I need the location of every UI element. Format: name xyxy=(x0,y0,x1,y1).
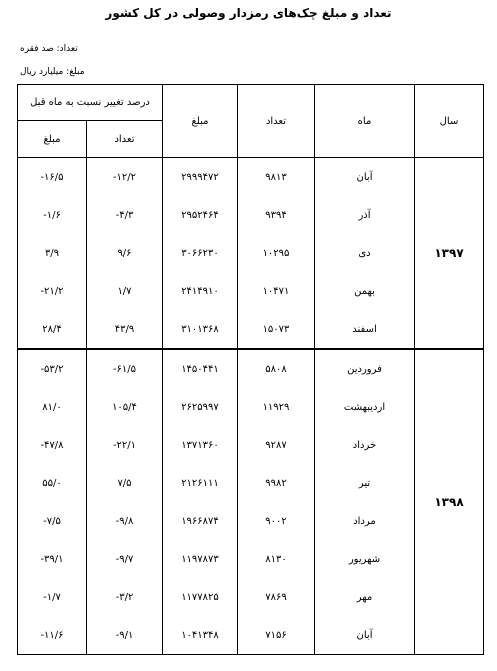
count-cell xyxy=(238,426,315,464)
amount-value: ۱۱۷۷۸۲۵ xyxy=(181,591,219,603)
amount-value: ۲۹۵۲۴۶۴ xyxy=(181,209,219,221)
table-row xyxy=(18,272,484,310)
pct-amount-cell xyxy=(18,349,87,388)
amount-value: ۱۰۴۱۳۴۸ xyxy=(181,629,219,641)
pct-amount-value: -۴۷/۸ xyxy=(40,439,64,451)
month-cell xyxy=(315,464,415,502)
pct-count-cell xyxy=(87,578,163,616)
month-value: فروردین xyxy=(347,363,382,375)
amount-value: ۲۶۲۵۹۹۷ xyxy=(181,401,219,413)
header-month: ماه xyxy=(315,85,415,158)
pct-count-cell xyxy=(87,310,163,349)
month-cell xyxy=(315,540,415,578)
table-row xyxy=(18,310,484,349)
pct-count-value: -۹/۱ xyxy=(115,629,134,641)
count-value: ۹۹۸۲ xyxy=(265,477,287,489)
pct-amount-cell xyxy=(18,158,87,197)
pct-amount-value: -۵۳/۲ xyxy=(40,363,64,375)
pct-count-value: -۹/۷ xyxy=(115,553,134,565)
pct-amount-cell xyxy=(18,502,87,540)
header-pct-amount: مبلغ xyxy=(18,121,87,158)
month-value: آبان xyxy=(356,171,373,183)
pct-count-cell xyxy=(87,234,163,272)
count-cell xyxy=(238,158,315,197)
header-amount: مبلغ xyxy=(163,85,238,158)
amount-cell xyxy=(163,196,238,234)
pct-amount-value: -۳۹/۱ xyxy=(40,553,64,565)
table-row xyxy=(18,540,484,578)
amount-cell xyxy=(163,502,238,540)
month-value: خرداد xyxy=(352,439,377,451)
pct-count-cell xyxy=(87,502,163,540)
count-value: ۹۳۹۴ xyxy=(265,209,287,221)
month-value: دی xyxy=(358,247,371,259)
pct-count-cell xyxy=(87,616,163,655)
pct-amount-value: -۱۶/۵ xyxy=(40,171,64,183)
month-cell xyxy=(315,616,415,655)
pct-count-value: ۹/۶ xyxy=(117,247,132,259)
pct-amount-value: -۷/۵ xyxy=(43,515,61,527)
month-value: بهمن xyxy=(354,285,375,297)
count-value: ۷۸۶۹ xyxy=(265,591,287,603)
amount-cell xyxy=(163,310,238,349)
amount-value: ۱۳۷۱۳۶۰ xyxy=(181,439,219,451)
pct-amount-value: -۱/۷ xyxy=(43,591,61,603)
pct-amount-cell xyxy=(18,426,87,464)
pct-amount-cell xyxy=(18,234,87,272)
pct-count-value: -۳/۲ xyxy=(115,591,134,603)
header-year: سال xyxy=(415,85,484,158)
pct-count-value: -۶۱/۵ xyxy=(112,363,137,375)
pct-amount-cell xyxy=(18,196,87,234)
table-row xyxy=(18,196,484,234)
year-cell: ۱۳۹۷ xyxy=(415,158,484,350)
amount-value: ۲۱۲۶۱۱۱ xyxy=(181,477,219,489)
pct-count-value: -۴/۳ xyxy=(115,209,134,221)
count-cell xyxy=(238,234,315,272)
month-cell xyxy=(315,578,415,616)
count-cell xyxy=(238,196,315,234)
amount-cell xyxy=(163,234,238,272)
amount-cell xyxy=(163,464,238,502)
pct-amount-cell xyxy=(18,616,87,655)
table-row xyxy=(18,158,484,197)
pct-amount-value: ۳/۹ xyxy=(44,247,60,259)
month-cell xyxy=(315,158,415,197)
count-value: ۵۸۰۸ xyxy=(265,363,287,375)
pct-count-value: ۷/۵ xyxy=(117,477,132,489)
pct-count-value: ۱/۷ xyxy=(117,285,132,297)
pct-amount-cell xyxy=(18,272,87,310)
amount-cell xyxy=(163,158,238,197)
amount-cell xyxy=(163,349,238,388)
pct-amount-value: ۲۸/۴ xyxy=(42,323,62,335)
month-cell xyxy=(315,196,415,234)
amount-value: ۱۹۶۶۸۷۴ xyxy=(181,515,219,527)
table-row xyxy=(18,616,484,655)
pct-amount-cell xyxy=(18,310,87,349)
header-count: تعداد xyxy=(238,85,315,158)
amount-value: ۳۰۶۶۲۳۰ xyxy=(181,247,219,259)
count-value: ۱۰۲۹۵ xyxy=(262,247,290,259)
month-value: اسفند xyxy=(352,323,377,335)
pct-amount-value: -۲۱/۲ xyxy=(40,285,64,297)
pct-count-cell xyxy=(87,464,163,502)
count-cell xyxy=(238,464,315,502)
table-row xyxy=(18,349,484,388)
pct-count-cell xyxy=(87,196,163,234)
count-cell xyxy=(238,540,315,578)
count-cell xyxy=(238,310,315,349)
year-cell: ۱۳۹۸ xyxy=(415,349,484,655)
table-row xyxy=(18,578,484,616)
header-pct-count: تعداد xyxy=(87,121,163,158)
month-value: مرداد xyxy=(353,515,376,527)
amount-value: ۳۱۰۱۳۶۸ xyxy=(181,323,219,335)
pct-count-value: -۱۲/۲ xyxy=(112,171,137,183)
count-cell xyxy=(238,349,315,388)
month-cell xyxy=(315,388,415,426)
pct-count-cell xyxy=(87,272,163,310)
month-value: آبان xyxy=(356,629,373,641)
pct-amount-cell xyxy=(18,578,87,616)
table-row xyxy=(18,426,484,464)
month-cell xyxy=(315,349,415,388)
amount-cell xyxy=(163,540,238,578)
table-row xyxy=(18,464,484,502)
pct-amount-value: ۵۵/۰ xyxy=(42,477,62,489)
month-cell xyxy=(315,310,415,349)
amount-value: ۱۱۹۷۸۷۳ xyxy=(181,553,219,565)
pct-amount-cell xyxy=(18,540,87,578)
month-cell xyxy=(315,502,415,540)
count-value: ۹۸۱۳ xyxy=(265,171,287,183)
pct-count-value: ۱۰۵/۴ xyxy=(112,401,137,413)
pct-count-cell xyxy=(87,426,163,464)
month-value: آذر xyxy=(358,209,371,221)
amount-cell xyxy=(163,616,238,655)
amount-value: ۱۴۵۰۴۴۱ xyxy=(181,363,219,375)
count-value: ۱۰۴۷۱ xyxy=(262,285,290,297)
count-cell xyxy=(238,388,315,426)
count-value: ۸۱۳۰ xyxy=(265,553,287,565)
table-row xyxy=(18,234,484,272)
pct-count-cell xyxy=(87,349,163,388)
pct-count-value: -۲۲/۱ xyxy=(112,439,137,451)
amount-cell xyxy=(163,578,238,616)
header-pct-change: درصد تغییر نسبت به ماه قبل xyxy=(18,85,163,121)
pct-count-value: ۴۳/۹ xyxy=(114,323,135,335)
pct-amount-value: -۱۱/۶ xyxy=(40,629,64,641)
amount-cell xyxy=(163,272,238,310)
table-row xyxy=(18,388,484,426)
cheques-table xyxy=(17,84,484,655)
count-value: ۷۱۵۶ xyxy=(265,629,287,641)
month-value: مهر xyxy=(356,591,373,603)
amount-unit-note: مبلغ: میلیارد ریال xyxy=(20,67,85,77)
pct-count-cell xyxy=(87,158,163,197)
pct-amount-value: ۸۱/۰ xyxy=(42,401,62,413)
amount-value: ۲۴۱۴۹۱۰ xyxy=(181,285,219,297)
count-value: ۹۰۰۲ xyxy=(265,515,287,527)
month-value: شهریور xyxy=(348,553,381,565)
count-cell xyxy=(238,272,315,310)
amount-value: ۲۹۹۹۴۷۲ xyxy=(181,171,219,183)
pct-amount-cell xyxy=(18,388,87,426)
amount-cell xyxy=(163,388,238,426)
month-cell xyxy=(315,234,415,272)
month-value: اردیبهشت xyxy=(343,401,386,413)
document-title: تعداد و مبلغ چک‌های رمزدار وصولی در کل کشور xyxy=(105,6,392,20)
table-body xyxy=(18,158,484,655)
count-value: ۱۵۰۷۳ xyxy=(262,323,290,335)
amount-cell xyxy=(163,426,238,464)
count-value: ۱۱۹۲۹ xyxy=(262,401,290,413)
pct-count-cell xyxy=(87,388,163,426)
count-unit-note: تعداد: صد فقره xyxy=(20,44,78,54)
month-cell xyxy=(315,272,415,310)
count-cell xyxy=(238,616,315,655)
month-value: تیر xyxy=(358,477,371,489)
pct-count-value: -۹/۸ xyxy=(115,515,134,527)
pct-amount-cell xyxy=(18,464,87,502)
count-cell xyxy=(238,578,315,616)
count-value: ۹۲۸۷ xyxy=(265,439,287,451)
month-cell xyxy=(315,426,415,464)
count-cell xyxy=(238,502,315,540)
pct-count-cell xyxy=(87,540,163,578)
pct-amount-value: -۱/۶ xyxy=(43,209,61,221)
table-row xyxy=(18,502,484,540)
